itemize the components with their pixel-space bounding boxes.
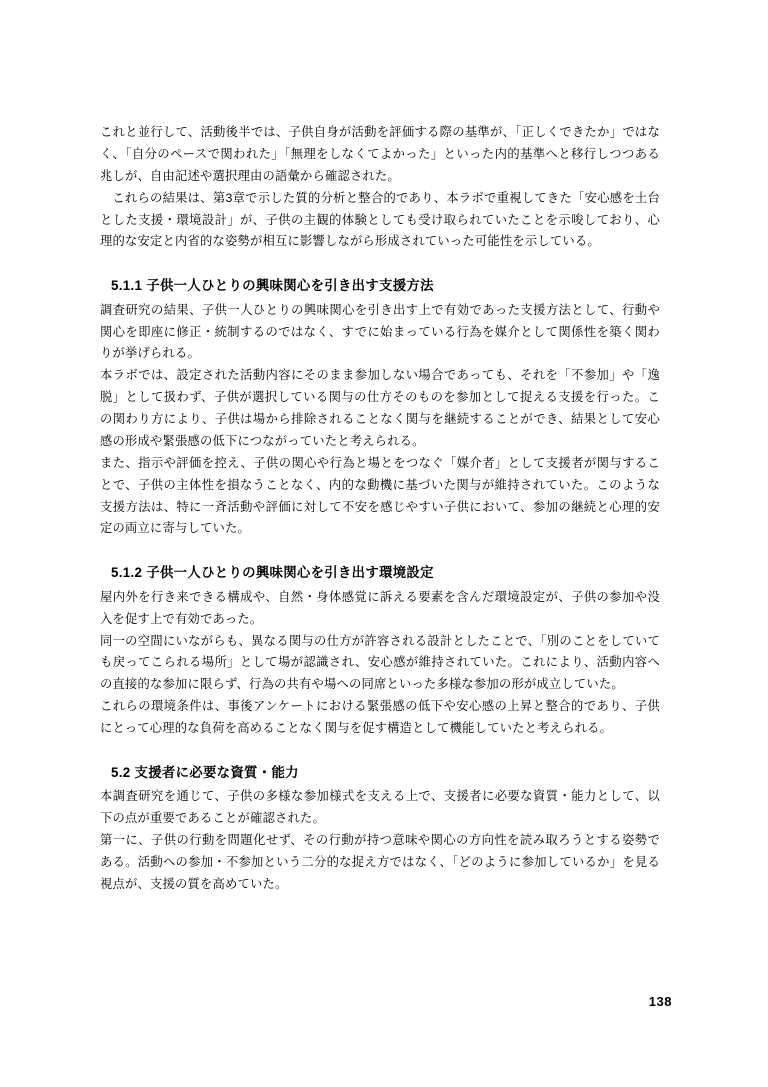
paragraph: 屋内外を行き来できる構成や、自然・身体感覚に訴える要素を含んだ環境設定が、子供の参加や没入を促す上で有効であった。: [100, 589, 660, 626]
page-body: [100, 122, 660, 896]
section-heading-5-1-2: 5.1.2 子供一人ひとりの興味関心を引き出す環境設定: [111, 565, 434, 581]
paragraph: 第一に、子供の行動を問題化せず、その行動が持つ意味や関心の方向性を読み取ろうとする姿勢である。活動への参加・不参加という二分的な捉え方ではなく、「どのように参加しているか」を見る視点が、支援の質を高めていた。: [100, 833, 660, 891]
paragraph: 本調査研究を通じて、子供の多様な参加様式を支える上で、支援者に必要な資質・能力として、以下の点が重要であることが確認された。: [100, 789, 660, 826]
paragraph: 調査研究の結果、子供一人ひとりの興味関心を引き出す上で有効であった支援方法として、行動や関心を即座に修正・統制するのではなく、すでに始まっている行為を媒介として関係性を築く関わりが挙げられる。: [100, 302, 660, 361]
paragraph: また、指示や評価を控え、子供の関心や行為と場とをつなぐ「媒介者」として支援者が関与することで、子供の主体性を損なうことなく、内的な動機に基づいた関与が維持されていた。このような支援方法は、特に一斉活動や評価に対して不安を感じやすい子供において、参加の継続と心理的安定の両立に寄与していた。: [100, 455, 660, 536]
paragraph: これらの環境条件は、事後アンケートにおける緊張感の低下や安心感の上昇と整合的であり、子供にとって心理的な負荷を高めることなく関与を促す構造として機能していたと考えられる。: [100, 699, 660, 735]
paragraph: 本ラボでは、設定された活動内容にそのまま参加しない場合であっても、それを「不参加」や「逸脱」として扱わず、子供が選択している関与の仕方そのものを参加として捉える支援を行った。この関わり方により、子供は場から排除されることなく関与を継続することができ、結果として安心感の形成や緊張感の低下につながっていたと考えられる。: [100, 368, 660, 448]
paragraph: これらの結果は、第3章で示した質的分析と整合的であり、本ラボで重視してきた「安心感を土台とした支援・環境設計」が、子供の主観的体験としても受け取られていたことを示唆しており、心理的な安定と内省的な姿勢が相互に影響しながら形成されていった可能性を示している。: [100, 190, 660, 249]
spacer: [100, 540, 660, 562]
section-heading-5-2: 5.2 支援者に必要な資質・能力: [111, 764, 299, 780]
section-heading-5-1-1: 5.1.1 子供一人ひとりの興味関心を引き出す支援方法: [111, 278, 434, 294]
spacer: [100, 253, 660, 275]
spacer: [100, 740, 660, 762]
page-number: 138: [648, 994, 672, 1009]
paragraph: 同一の空間にいながらも、異なる関与の仕方が許容される設計としたことで、「別のことをしていても戻ってこられる場所」として場が認識され、安心感が維持されていた。これにより、活動内容への直接的な参加に限らず、行為の共有や場への同席といった多様な参加の形が成立していた。: [100, 633, 660, 692]
paragraph: これと並行して、活動後半では、子供自身が活動を評価する際の基準が、「正しくできたか」ではなく、「自分のペースで関われた」「無理をしなくてよかった」といった内的基準へと移行しつつある兆しが、自由記述や選択理由の語彙から確認された。: [100, 125, 660, 183]
